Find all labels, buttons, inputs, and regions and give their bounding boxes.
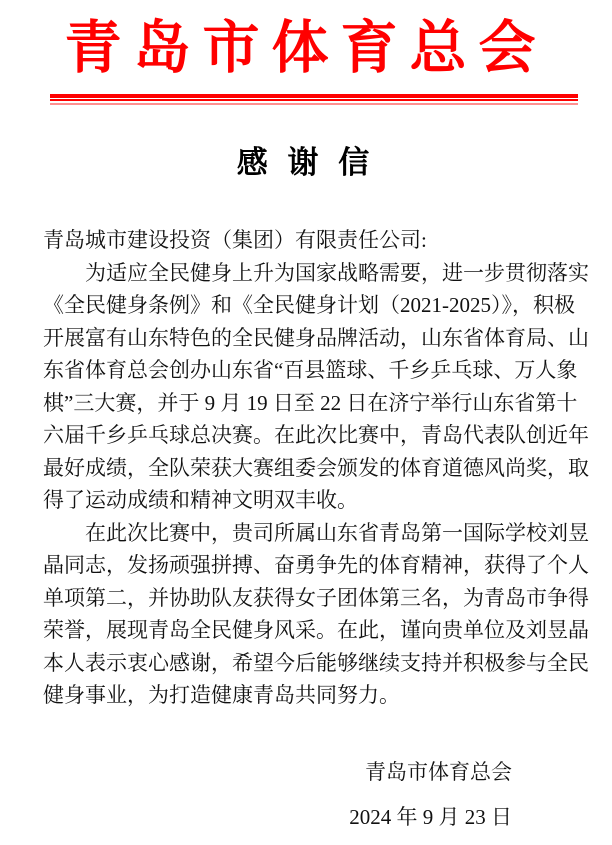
letterhead-divider: [50, 94, 578, 105]
signature-line: 青岛市体育总会: [365, 759, 512, 784]
body-paragraph: [43, 517, 589, 712]
body-line: 荣誉，展现青岛全民健身风采。在此，谨向贵单位及刘昱晶: [43, 618, 589, 642]
body-line: 在此次比赛中，贵司所属山东省青岛第一国际学校刘昱: [85, 520, 589, 545]
body-line: 为适应全民健身上升为国家战略需要，进一步贯彻落实: [85, 260, 589, 285]
letter-body: [43, 224, 589, 712]
body-line: 晶同志，发扬顽强拼搏、奋勇争先的体育精神，获得了个人: [43, 553, 589, 577]
letter-footer: [0, 756, 612, 831]
recipient-line: 青岛城市建设投资（集团）有限责任公司:: [43, 228, 427, 252]
body-line: 得了运动成绩和精神文明双丰收。: [43, 488, 358, 512]
body-line: 棋”三大赛，并于 9 月 19 日至 22 日在济宁举行山东省第十: [43, 390, 578, 415]
body-line: 单项第二，并协助队友获得女子团体第三名，为青岛市争得: [43, 585, 589, 610]
body-line: 《全民健身条例》和《全民健身计划（2021-2025）》，积极: [43, 293, 575, 317]
letter-title: 感 谢 信: [236, 145, 376, 180]
body-line: 东省体育总会创办山东省“百县篮球、千乡乒乓球、万人象: [43, 358, 578, 382]
body-line: 最好成绩，全队荣获大赛组委会颁发的体育道德风尚奖，取: [43, 455, 589, 480]
divider-shadow-line: [50, 103, 578, 105]
body-line: 健身事业，为打造健康青岛共同努力。: [43, 683, 400, 707]
letterhead: [0, 0, 612, 105]
date-line: 2024 年 9 月 23 日: [349, 804, 512, 829]
body-line: 本人表示衷心感谢，希望今后能够继续支持并积极参与全民: [43, 650, 589, 675]
letter-paragraphs: [43, 257, 589, 712]
body-line: 开展富有山东特色的全民健身品牌活动，山东省体育局、山: [43, 325, 589, 350]
body-line: 六届千乡乒乓球总决赛。在此次比赛中，青岛代表队创近年: [43, 423, 589, 447]
letterhead-title: 青岛市体育总会: [64, 17, 548, 80]
body-paragraph: [43, 257, 589, 517]
